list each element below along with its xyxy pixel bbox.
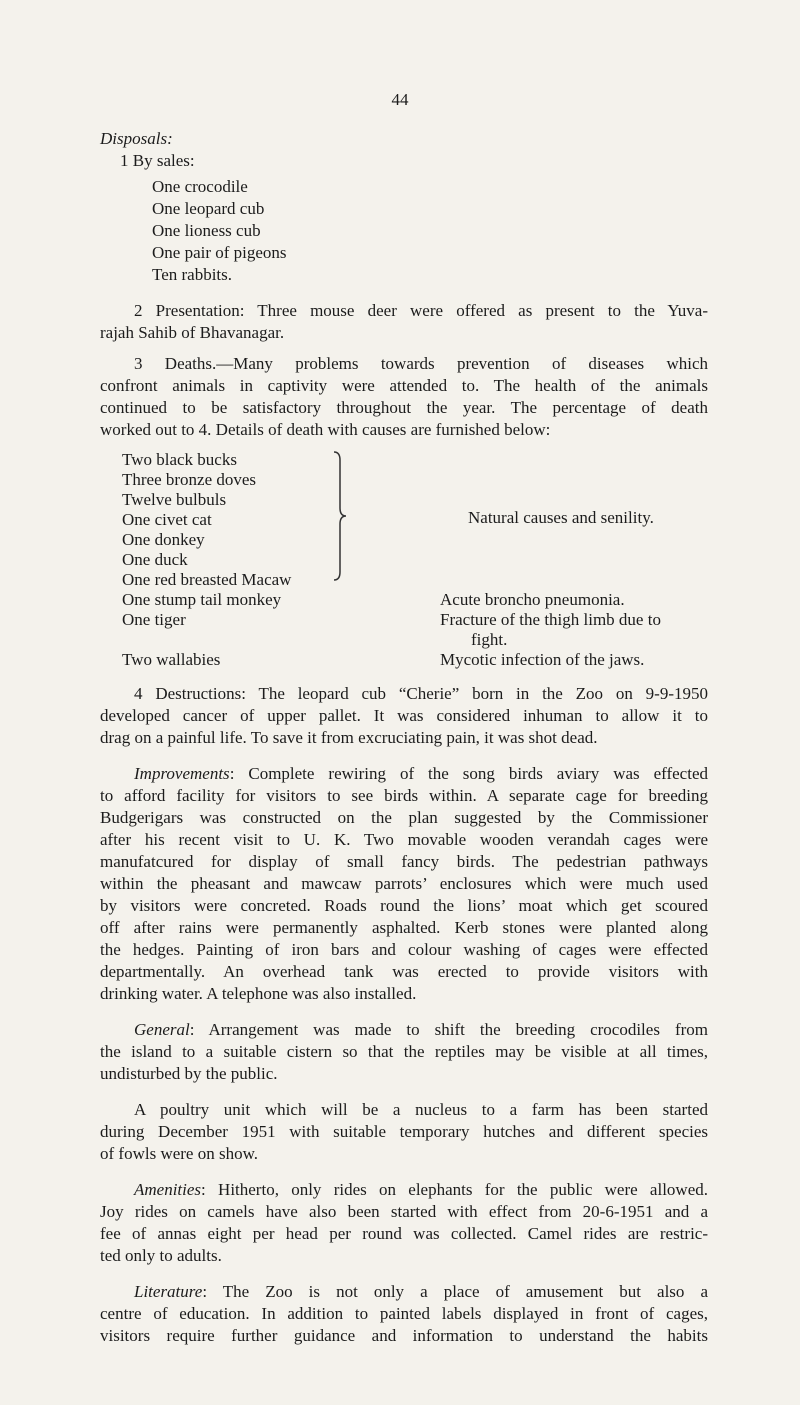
improvements-line: departmentally. An overhead tank was erected to provide visitors with xyxy=(100,962,708,981)
death-animal: One civet cat xyxy=(122,510,212,529)
improvements-line: manufatcured for display of small fancy birds. The pedestrian pathways xyxy=(100,852,708,871)
improvements-line xyxy=(134,763,708,785)
literature-line: visitors require further guidance and information to understand the habits xyxy=(100,1326,708,1345)
literature-label: Literature xyxy=(134,1282,203,1301)
natural-cause: Natural causes and senility. xyxy=(468,508,654,527)
improvements-line: after his recent visit to U. K. Two movable wooden verandah cages were xyxy=(100,830,708,849)
amenities-line: fee of annas eight per head per round was collected. Camel rides are restric- xyxy=(100,1224,708,1243)
poultry-line: A poultry unit which will be a nucleus to a farm has been started xyxy=(134,1100,708,1119)
amenities-line: Joy rides on camels have also been started with effect from 20-6-1951 and a xyxy=(100,1202,708,1221)
literature-line xyxy=(134,1281,708,1303)
destructions-line: drag on a painful life. To save it from excruciating pain, it was shot dead. xyxy=(100,728,598,747)
presentation-line: 2 Presentation: Three mouse deer were offered as present to the Yuva- xyxy=(134,301,708,320)
amenities-line: ted only to adults. xyxy=(100,1246,222,1265)
general-label: General xyxy=(134,1020,190,1039)
poultry-line: during December 1951 with suitable temporary hutches and different species xyxy=(100,1122,708,1141)
destructions-line: 4 Destructions: The leopard cub “Cherie” born in the Zoo on 9-9-1950 xyxy=(134,684,708,703)
death-cause: Acute broncho pneumonia. xyxy=(440,590,625,609)
grouping-brace xyxy=(330,450,350,582)
deaths-line: worked out to 4. Details of death with causes are furnished below: xyxy=(100,420,551,439)
death-animal: One tiger xyxy=(122,610,186,629)
improvements-text: : Complete rewiring of the song birds aviary was effected xyxy=(229,764,708,783)
improvements-line: within the pheasant and mawcaw parrots’ enclosures which were much used xyxy=(100,874,708,893)
sales-item: One crocodile xyxy=(152,177,248,196)
improvements-line: to afford facility for visitors to see birds within. A separate cage for breeding xyxy=(100,786,708,805)
poultry-line: of fowls were on show. xyxy=(100,1144,259,1163)
sales-item: One leopard cub xyxy=(152,199,265,218)
death-animal: Three bronze doves xyxy=(122,470,257,489)
death-animal: Two black bucks xyxy=(122,450,237,469)
deaths-line: 3 Deaths.—Many problems towards prevention of diseases which xyxy=(134,354,708,373)
sales-item: One pair of pigeons xyxy=(152,243,287,262)
general-line: undisturbed by the public. xyxy=(100,1064,278,1083)
death-cause: Fracture of the thigh limb due to xyxy=(440,610,661,629)
death-animal: One red breasted Macaw xyxy=(122,570,292,589)
amenities-text: : Hitherto, only rides on elephants for the public were allowed. xyxy=(201,1180,708,1199)
amenities-line xyxy=(134,1179,708,1201)
sales-heading: 1 By sales: xyxy=(120,151,195,170)
literature-line: centre of education. In addition to painted labels displayed in front of cages, xyxy=(100,1304,708,1323)
death-animal: Twelve bulbuls xyxy=(122,490,227,509)
improvements-line: Budgerigars was constructed on the plan suggested by the Commissioner xyxy=(100,808,708,827)
destructions-line: developed cancer of upper pallet. It was considered inhuman to allow it to xyxy=(100,706,708,725)
general-text: : Arrangement was made to shift the breeding crocodiles from xyxy=(189,1020,708,1039)
death-animal: One stump tail monkey xyxy=(122,590,282,609)
deaths-line: confront animals in captivity were attended to. The health of the animals xyxy=(100,376,708,395)
general-line xyxy=(134,1019,708,1041)
disposals-heading xyxy=(100,128,173,150)
literature-text: : The Zoo is not only a place of amusement but also a xyxy=(202,1282,708,1301)
death-cause: fight. xyxy=(471,630,508,649)
sales-item: One lioness cub xyxy=(152,221,261,240)
improvements-line: the hedges. Painting of iron bars and colour washing of cages were effected xyxy=(100,940,708,959)
deaths-line: continued to be satisfactory throughout the year. The percentage of death xyxy=(100,398,708,417)
death-animal: Two wallabies xyxy=(122,650,221,669)
amenities-label: Amenities xyxy=(134,1180,202,1199)
death-animal: One duck xyxy=(122,550,188,569)
general-line: the island to a suitable cistern so that the reptiles may be visible at all times, xyxy=(100,1042,708,1061)
improvements-line: drinking water. A telephone was also installed. xyxy=(100,984,417,1003)
presentation-line: rajah Sahib of Bhavanagar. xyxy=(100,323,285,342)
death-cause: Mycotic infection of the jaws. xyxy=(440,650,645,669)
improvements-label: Improvements xyxy=(134,764,230,783)
improvements-line: by visitors were concreted. Roads round the lions’ moat which get scoured xyxy=(100,896,708,915)
improvements-line: off after rains were permanently asphalted. Kerb stones were planted along xyxy=(100,918,708,937)
death-animal: One donkey xyxy=(122,530,205,549)
disposals-heading-text: Disposals: xyxy=(100,129,173,148)
page-number: 44 xyxy=(391,90,409,109)
sales-item: Ten rabbits. xyxy=(152,265,233,284)
